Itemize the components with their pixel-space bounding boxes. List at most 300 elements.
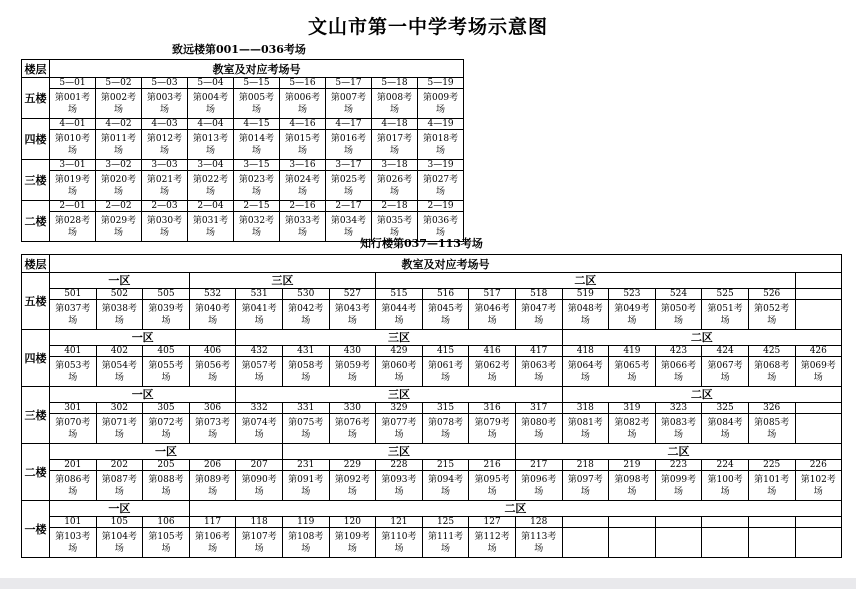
room-number: 218 [562, 460, 609, 471]
exam-label-part: 场 [208, 543, 218, 554]
exam-label-part: 场 [159, 145, 169, 156]
exam-label-part: 场 [627, 372, 637, 383]
zone-label [795, 273, 842, 289]
room-number: 125 [422, 517, 469, 528]
room-number: 2—01 [50, 201, 96, 212]
exam-room-label [748, 357, 795, 387]
exam-label-part: 场 [580, 486, 590, 497]
exam-label-part: 场 [114, 429, 124, 440]
exam-label-part: 场 [251, 104, 261, 115]
room-number: 518 [515, 289, 562, 300]
exam-label-part: 场 [251, 227, 261, 238]
exam-room-label [280, 130, 326, 160]
exam-label-part: 场 [205, 145, 215, 156]
exam-room-label [515, 357, 562, 387]
exam-room-label [702, 528, 749, 558]
exam-room-label [655, 414, 702, 444]
exam-label-part: 场 [487, 486, 497, 497]
zone-label: 三区 [236, 330, 562, 346]
exam-label-part: 场 [208, 486, 218, 497]
exam-room-label [143, 528, 190, 558]
exam-room-label [280, 89, 326, 119]
exam-room-label [188, 171, 234, 201]
exam-room-label [795, 357, 842, 387]
exam-room-label [188, 212, 234, 242]
exam-label-part: 场 [254, 372, 264, 383]
floor-label: 二楼 [22, 444, 50, 501]
room-number: 332 [236, 403, 283, 414]
room-number: 4—19 [418, 119, 464, 130]
room-number: 502 [96, 289, 143, 300]
exam-label-part: 第112考 [474, 531, 510, 542]
room-number: 519 [562, 289, 609, 300]
exam-label-part: 场 [113, 145, 123, 156]
room-number: 128 [515, 517, 562, 528]
exam-label-part: 第003考 [146, 92, 183, 103]
floor-label: 三楼 [22, 160, 50, 201]
room-number: 516 [422, 289, 469, 300]
exam-room-label [143, 414, 190, 444]
exam-label-part: 第011考 [100, 133, 137, 144]
exam-label-part: 第087考 [101, 474, 137, 485]
exam-label-part: 场 [161, 372, 171, 383]
exam-room-label [236, 528, 283, 558]
exam-label-part: 第037考 [55, 303, 91, 314]
room-number: 2—03 [142, 201, 188, 212]
exam-label-part: 场 [254, 429, 264, 440]
room-number: 2—04 [188, 201, 234, 212]
zone-label: 三区 [189, 273, 375, 289]
room-number: 118 [236, 517, 283, 528]
exam-room-label [142, 89, 188, 119]
exam-room-label [609, 471, 656, 501]
room-number: 319 [609, 403, 656, 414]
exam-label-part: 第099考 [660, 474, 697, 485]
exam-room-label [189, 528, 236, 558]
exam-room-label [96, 212, 142, 242]
room-number: 424 [702, 346, 749, 357]
exam-label-part: 第034考 [330, 215, 367, 226]
exam-label-part: 场 [254, 486, 264, 497]
exam-label-part: 第077考 [381, 417, 417, 428]
exam-label-part: 场 [343, 145, 353, 156]
room-number: 531 [236, 289, 283, 300]
exam-room-label [372, 212, 418, 242]
exam-label-part: 第106考 [194, 531, 231, 542]
exam-room-label [795, 471, 842, 501]
exam-label-part: 第056考 [194, 360, 231, 371]
exam-label-part: 场 [767, 429, 777, 440]
exam-label-part: 场 [627, 486, 637, 497]
room-number: 3—03 [142, 160, 188, 171]
room-number: 406 [189, 346, 236, 357]
exam-label-part: 第036考 [422, 215, 459, 226]
exam-room-label [376, 357, 423, 387]
exam-room-label [282, 414, 329, 444]
exam-room-label [376, 414, 423, 444]
exam-label-part: 第018考 [422, 133, 459, 144]
exam-room-label [96, 171, 142, 201]
floor-column-header: 楼层 [22, 255, 50, 273]
exam-label-part: 场 [301, 315, 311, 326]
exam-room-label [189, 300, 236, 330]
room-number: 4—17 [326, 119, 372, 130]
room-number: 117 [189, 517, 236, 528]
exam-label-part: 第053考 [55, 360, 91, 371]
exam-label-part: 第019考 [54, 174, 91, 185]
room-column-header: 教室及对应考场号 [50, 60, 464, 78]
exam-room-label [234, 89, 280, 119]
exam-room-label [469, 471, 516, 501]
exam-label-part: 场 [441, 372, 451, 383]
exam-label-part: 场 [767, 372, 777, 383]
exam-room-label [234, 130, 280, 160]
exam-room-label [326, 212, 372, 242]
exam-label-part: 第006考 [284, 92, 321, 103]
exam-room-label [376, 471, 423, 501]
exam-room-label [469, 528, 516, 558]
room-number [702, 517, 749, 528]
exam-room-label [50, 357, 97, 387]
exam-room-label [188, 89, 234, 119]
exam-label-part: 第083考 [660, 417, 697, 428]
room-number: 5—17 [326, 78, 372, 89]
exam-room-label [282, 300, 329, 330]
exam-room-label [329, 414, 376, 444]
exam-label-part: 场 [205, 104, 215, 115]
exam-room-label [418, 89, 464, 119]
exam-room-label [655, 300, 702, 330]
room-number: 4—03 [142, 119, 188, 130]
exam-label-part: 第054考 [101, 360, 137, 371]
exam-room-label [418, 130, 464, 160]
exam-room-label [609, 357, 656, 387]
exam-room-label [188, 130, 234, 160]
exam-room-label [50, 300, 97, 330]
exam-label-part: 场 [767, 315, 777, 326]
room-number: 5—04 [188, 78, 234, 89]
exam-room-label [50, 89, 96, 119]
exam-room-label [329, 357, 376, 387]
exam-label-part: 场 [68, 315, 78, 326]
exam-label-part: 第035考 [376, 215, 413, 226]
zone-label: 一区 [50, 387, 236, 403]
zone-label: 一区 [50, 330, 236, 346]
room-number: 419 [609, 346, 656, 357]
room-number: 229 [329, 460, 376, 471]
exam-label-part: 场 [301, 372, 311, 383]
room-number: 431 [282, 346, 329, 357]
exam-label-part: 第103考 [55, 531, 91, 542]
room-number: 316 [469, 403, 516, 414]
exam-label-part: 场 [767, 486, 777, 497]
exam-label-part: 场 [674, 486, 684, 497]
room-column-header: 教室及对应考场号 [50, 255, 842, 273]
exam-label-part: 场 [441, 486, 451, 497]
exam-room-label [702, 357, 749, 387]
room-number: 217 [515, 460, 562, 471]
room-number: 225 [748, 460, 795, 471]
exam-label-part: 场 [813, 486, 823, 497]
room-number: 5—01 [50, 78, 96, 89]
exam-label-part: 场 [251, 145, 261, 156]
exam-label-part: 第014考 [238, 133, 275, 144]
exam-label-part: 第020考 [100, 174, 137, 185]
exam-label-part: 场 [389, 145, 399, 156]
room-number: 216 [469, 460, 516, 471]
room-number: 5—19 [418, 78, 464, 89]
exam-label-part: 第005考 [238, 92, 275, 103]
exam-label-part: 第064考 [567, 360, 603, 371]
room-number: 416 [469, 346, 516, 357]
exam-label-part: 第059考 [334, 360, 370, 371]
exam-label-part: 场 [534, 315, 544, 326]
exam-room-label [748, 471, 795, 501]
room-number: 121 [376, 517, 423, 528]
room-number: 228 [376, 460, 423, 471]
exam-label-part: 第052考 [754, 303, 790, 314]
exam-room-label [50, 528, 97, 558]
exam-label-part: 第089考 [194, 474, 231, 485]
exam-room-label [282, 471, 329, 501]
exam-label-part: 场 [674, 315, 684, 326]
exam-label-part: 场 [389, 186, 399, 197]
room-number: 4—04 [188, 119, 234, 130]
exam-room-label [469, 414, 516, 444]
exam-room-label [376, 528, 423, 558]
exam-label-part: 场 [205, 227, 215, 238]
room-number: 3—04 [188, 160, 234, 171]
room-number: 4—16 [280, 119, 326, 130]
room-number: 418 [562, 346, 609, 357]
room-number: 432 [236, 346, 283, 357]
exam-label-part: 第101考 [754, 474, 790, 485]
exam-label-part: 场 [441, 543, 451, 554]
exam-label-part: 第030考 [146, 215, 183, 226]
exam-label-part: 场 [114, 543, 124, 554]
room-number: 330 [329, 403, 376, 414]
exam-label-part: 第100考 [707, 474, 743, 485]
exam-label-part: 场 [114, 315, 124, 326]
room-number: 5—02 [96, 78, 142, 89]
exam-room-label [96, 357, 143, 387]
exam-label-part: 第043考 [334, 303, 370, 314]
exam-room-label [422, 357, 469, 387]
exam-label-part: 场 [297, 104, 307, 115]
room-number: 429 [376, 346, 423, 357]
exam-label-part: 第016考 [330, 133, 367, 144]
floor-label: 五楼 [22, 273, 50, 330]
exam-label-part: 场 [159, 186, 169, 197]
room-number: 425 [748, 346, 795, 357]
exam-room-label [515, 471, 562, 501]
room-number: 402 [96, 346, 143, 357]
exam-room-label [795, 300, 842, 330]
exam-label-part: 第074考 [241, 417, 277, 428]
floor-label: 五楼 [22, 78, 50, 119]
exam-room-label [748, 528, 795, 558]
exam-label-part: 第050考 [660, 303, 697, 314]
exam-room-label [515, 414, 562, 444]
exam-room-label [372, 89, 418, 119]
exam-label-part: 场 [205, 186, 215, 197]
exam-label-part: 场 [436, 145, 446, 156]
exam-label-part: 场 [674, 429, 684, 440]
exam-label-part: 第108考 [288, 531, 324, 542]
exam-label-part: 第031考 [192, 215, 229, 226]
exam-label-part: 第071考 [101, 417, 137, 428]
room-number: 417 [515, 346, 562, 357]
room-number: 119 [282, 517, 329, 528]
exam-label-part: 场 [347, 429, 357, 440]
exam-label-part: 第092考 [334, 474, 370, 485]
exam-label-part: 场 [720, 315, 730, 326]
exam-label-part: 场 [161, 543, 171, 554]
room-number: 430 [329, 346, 376, 357]
room-number: 105 [96, 517, 143, 528]
room-number: 3—19 [418, 160, 464, 171]
exam-label-part: 第048考 [567, 303, 603, 314]
exam-label-part: 场 [161, 486, 171, 497]
exam-label-part: 第022考 [192, 174, 229, 185]
exam-label-part: 场 [297, 227, 307, 238]
exam-label-part: 第094考 [427, 474, 464, 485]
exam-label-part: 第097考 [567, 474, 603, 485]
exam-room-label [372, 171, 418, 201]
exam-label-part: 场 [580, 315, 590, 326]
exam-label-part: 第061考 [427, 360, 464, 371]
exam-label-part: 场 [487, 315, 497, 326]
exam-room-label [562, 300, 609, 330]
zone-label: 二区 [376, 273, 795, 289]
floor-column-header: 楼层 [22, 60, 50, 78]
room-number: 231 [282, 460, 329, 471]
exam-label-part: 第015考 [284, 133, 321, 144]
exam-label-part: 场 [347, 372, 357, 383]
exam-label-part: 第109考 [334, 531, 370, 542]
exam-label-part: 第027考 [422, 174, 459, 185]
exam-label-part: 第107考 [241, 531, 277, 542]
exam-label-part: 第024考 [284, 174, 321, 185]
room-number: 205 [143, 460, 190, 471]
exam-label-part: 场 [394, 543, 404, 554]
exam-room-label [143, 357, 190, 387]
exam-label-part: 第058考 [288, 360, 324, 371]
exam-room-label [562, 528, 609, 558]
exam-label-part: 第032考 [238, 215, 275, 226]
exam-label-part: 第010考 [54, 133, 91, 144]
exam-room-label [469, 300, 516, 330]
exam-room-label [515, 528, 562, 558]
exam-label-part: 第033考 [284, 215, 321, 226]
exam-room-label [655, 471, 702, 501]
exam-room-label [418, 171, 464, 201]
room-number: 4—01 [50, 119, 96, 130]
exam-label-part: 场 [347, 315, 357, 326]
exam-label-part: 第098考 [614, 474, 650, 485]
exam-room-label [329, 528, 376, 558]
exam-room-label [795, 414, 842, 444]
zone-label: 一区 [50, 444, 283, 460]
exam-label-part: 场 [534, 429, 544, 440]
exam-room-label [748, 414, 795, 444]
exam-label-part: 第076考 [334, 417, 370, 428]
exam-room-label [376, 300, 423, 330]
exam-label-part: 场 [68, 486, 78, 497]
exam-room-label [329, 300, 376, 330]
room-number: 426 [795, 346, 842, 357]
exam-room-label [422, 414, 469, 444]
exam-label-part: 场 [813, 372, 823, 383]
exam-label-part: 第046考 [474, 303, 510, 314]
exam-label-part: 第113考 [521, 531, 557, 542]
exam-label-part: 场 [580, 372, 590, 383]
exam-label-part: 第045考 [427, 303, 464, 314]
exam-label-part: 场 [343, 227, 353, 238]
exam-room-label [562, 357, 609, 387]
exam-room-label [189, 357, 236, 387]
exam-label-part: 第028考 [54, 215, 91, 226]
exam-room-label [142, 130, 188, 160]
floor-label: 三楼 [22, 387, 50, 444]
exam-room-label [562, 414, 609, 444]
exam-label-part: 场 [297, 145, 307, 156]
exam-label-part: 第093考 [381, 474, 417, 485]
exam-label-part: 第081考 [567, 417, 603, 428]
page-title: 文山市第一中学考场示意图 [307, 16, 548, 38]
exam-room-label [236, 471, 283, 501]
room-number: 3—15 [234, 160, 280, 171]
exam-label-part: 第082考 [614, 417, 650, 428]
exam-label-part: 第095考 [474, 474, 510, 485]
exam-label-part: 第079考 [474, 417, 510, 428]
room-number: 226 [795, 460, 842, 471]
room-number: 3—16 [280, 160, 326, 171]
exam-room-label [142, 212, 188, 242]
room-number: 106 [143, 517, 190, 528]
exam-room-label [329, 471, 376, 501]
exam-label-part: 第055考 [148, 360, 184, 371]
exam-label-part: 场 [68, 543, 78, 554]
exam-room-label [748, 300, 795, 330]
zone-label: 二区 [189, 501, 841, 517]
exam-label-part: 场 [68, 429, 78, 440]
exam-room-label [326, 171, 372, 201]
exam-label-part: 场 [436, 227, 446, 238]
exam-label-part: 场 [343, 104, 353, 115]
exam-label-part: 第104考 [101, 531, 137, 542]
exam-room-label [50, 414, 97, 444]
exam-label-part: 场 [534, 486, 544, 497]
exam-label-part: 第068考 [754, 360, 790, 371]
exam-label-part: 场 [347, 486, 357, 497]
exam-label-part: 场 [208, 372, 218, 383]
exam-label-part: 第001考 [54, 92, 91, 103]
room-number: 4—02 [96, 119, 142, 130]
exam-label-part: 场 [674, 372, 684, 383]
exam-label-part: 第041考 [241, 303, 277, 314]
exam-label-part: 场 [113, 186, 123, 197]
exam-label-part: 第075考 [288, 417, 324, 428]
room-number [795, 403, 842, 414]
room-number: 532 [189, 289, 236, 300]
exam-label-part: 第040考 [194, 303, 231, 314]
exam-label-part: 第088考 [148, 474, 184, 485]
floor-label: 一楼 [22, 501, 50, 558]
exam-label-part: 场 [161, 429, 171, 440]
exam-room-label [96, 471, 143, 501]
exam-label-part: 第004考 [192, 92, 229, 103]
